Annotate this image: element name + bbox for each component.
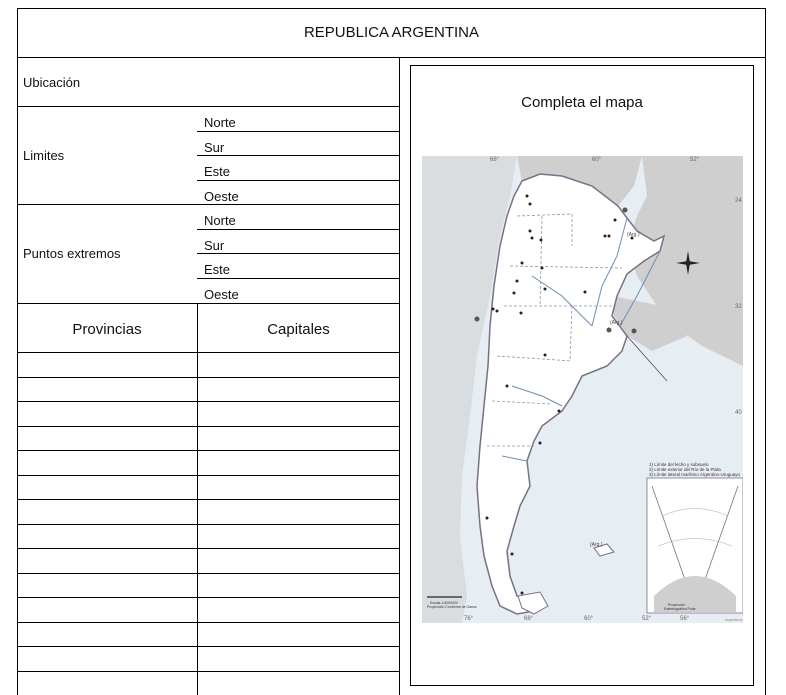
argentina-map xyxy=(422,156,743,623)
top-lon-label-0: 68° xyxy=(490,157,500,163)
limites-oeste: Oeste xyxy=(204,189,239,204)
puntos-este: Este xyxy=(204,262,231,277)
field-line xyxy=(197,229,400,230)
row-divider xyxy=(17,303,400,304)
row-divider xyxy=(17,204,400,205)
field-line xyxy=(197,155,400,156)
lat-label-1: 32 xyxy=(735,304,742,310)
row-divider xyxy=(17,106,400,107)
map-credit: mapoteca xyxy=(725,617,743,622)
legend-line-1: 2) Límite exterior del Río de la Plata xyxy=(649,467,721,472)
page-title: REPUBLICA ARGENTINA xyxy=(303,24,480,41)
capitales-header: Capitales xyxy=(267,321,330,338)
limites-label: Limites xyxy=(23,148,65,163)
inset-note-1: Estereográfica Polar xyxy=(664,607,696,611)
scale-note-0: Escala 1:8000000 xyxy=(430,601,459,605)
inset-note-0: Proyección xyxy=(668,603,686,607)
row-divider xyxy=(17,352,400,353)
ubicacion-label: Ubicación xyxy=(23,75,81,90)
bottom-lon-label-3: 52° xyxy=(642,616,652,622)
table-row-line xyxy=(17,475,400,476)
table-row-line xyxy=(17,377,400,378)
table-row-line xyxy=(17,426,400,427)
antarctica-inset xyxy=(647,478,743,613)
table-row-line xyxy=(17,548,400,549)
table-row-line xyxy=(17,622,400,623)
legend-line-0: 1) Límite del lecho y subsuelo xyxy=(649,462,709,467)
field-line xyxy=(197,253,400,254)
lat-label-0: 24 xyxy=(735,198,742,204)
table-row-line xyxy=(17,671,400,672)
puntos-sur: Sur xyxy=(204,238,225,253)
puntos-extremos-label: Puntos extremos xyxy=(23,246,121,261)
table-row-line xyxy=(17,573,400,574)
place-label-0: (Arg.) xyxy=(627,232,640,238)
provincias-header: Provincias xyxy=(72,321,142,338)
limites-sur: Sur xyxy=(204,140,225,155)
bottom-lon-label-4: 56° xyxy=(680,616,690,622)
bottom-lon-label-0: 76° xyxy=(464,616,474,622)
field-line xyxy=(197,131,400,132)
place-label-2: (Arg.) xyxy=(590,542,603,548)
top-lon-label-2: 52° xyxy=(690,157,700,163)
table-row-line xyxy=(17,646,400,647)
left-column-divider xyxy=(399,57,400,695)
map-heading: Completa el mapa xyxy=(521,94,643,111)
puntos-norte: Norte xyxy=(204,213,236,228)
table-row-line xyxy=(17,401,400,402)
frame-right-border xyxy=(765,8,766,695)
top-lon-label-1: 60° xyxy=(592,157,602,163)
bottom-lon-label-1: 68° xyxy=(524,616,534,622)
field-line xyxy=(197,180,400,181)
scale-note-1: Proyección Conforme de Gauss xyxy=(427,605,477,609)
puntos-oeste: Oeste xyxy=(204,287,239,302)
field-line xyxy=(197,278,400,279)
limites-norte: Norte xyxy=(204,115,236,130)
table-row-line xyxy=(17,499,400,500)
bottom-lon-label-2: 60° xyxy=(584,616,594,622)
title-box-bottom xyxy=(17,57,766,58)
table-row-line xyxy=(17,597,400,598)
table-row-line xyxy=(17,524,400,525)
lat-label-2: 40 xyxy=(735,410,742,416)
table-row-line xyxy=(17,450,400,451)
place-label-1: (Arg.) xyxy=(610,320,623,326)
legend-line-2: 3) Límite lateral marítimo Argentino-Uruguayo xyxy=(649,472,741,477)
limites-este: Este xyxy=(204,164,231,179)
